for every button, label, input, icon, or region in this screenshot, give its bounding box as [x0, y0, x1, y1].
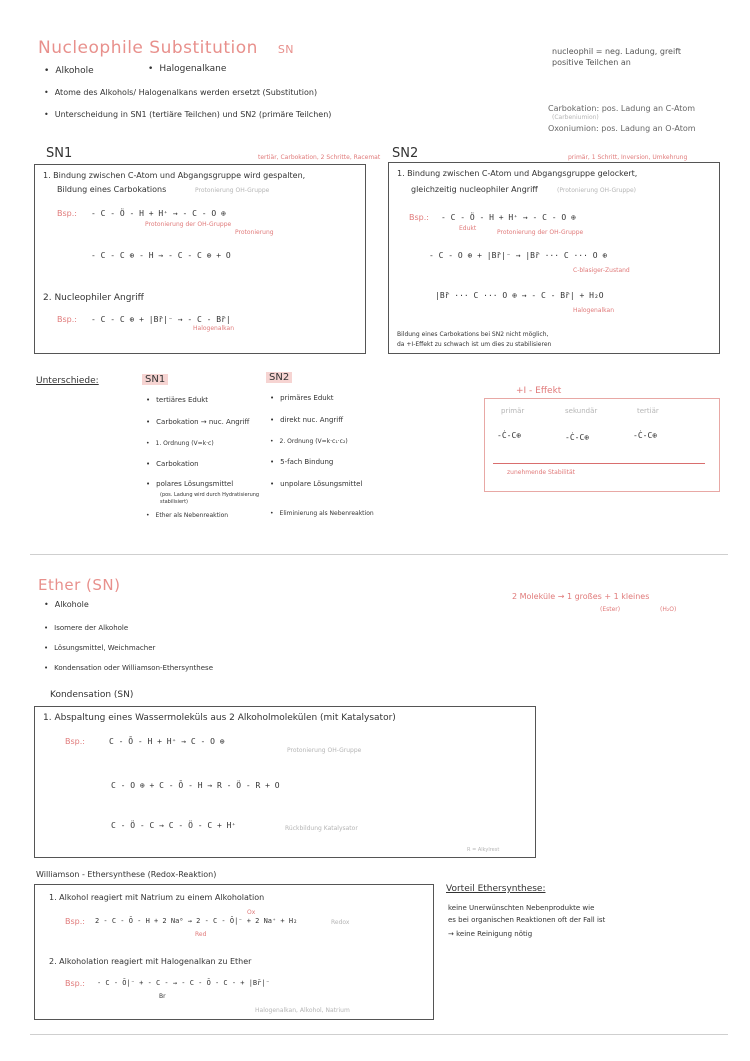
- sn1-eq2: - C - C ⊕ - H → - C - C ⊕ + O: [91, 251, 231, 260]
- unterschiede-label: Unterschiede:: [36, 376, 99, 386]
- sn2-eq1-note2: Protonierung der OH-Gruppe: [497, 229, 584, 236]
- kond-eq1: C - Ō - H + H⁺ → C - O ⊕: [109, 737, 225, 746]
- ether-side-h2o: (H₂O): [660, 606, 677, 613]
- ether-side-note: 2 Moleküle → 1 großes + 1 kleines: [512, 592, 650, 601]
- kond-eq2: C - O ⊕ + C - Ō - H → R - Ö - R + O: [111, 781, 280, 790]
- i-effekt-primaer: primär: [501, 407, 525, 415]
- sn2-eq1: - C - Ö - H + H⁺ → - C - O ⊕: [441, 213, 576, 222]
- will-eq1-red: Red: [195, 931, 207, 938]
- will-eq1-note: Redox: [331, 919, 350, 926]
- i-effekt-arrow-label: zunehmende Stabilität: [507, 469, 576, 476]
- kondensation-box: [34, 706, 536, 858]
- sn1-step1-note: Protonierung OH-Gruppe: [195, 187, 270, 194]
- vorteil-line2: es bei organischen Reaktionen oft der Fall ist: [448, 916, 606, 924]
- sn1-diff-1: • Carbokation → nuc. Angriff: [146, 418, 249, 426]
- note-nucleophil: nucleophil = neg. Ladung, greift positive Teilchen an: [552, 47, 682, 67]
- divider-2: [30, 1034, 728, 1035]
- kond-eq3-note: Rückbildung Katalysator: [285, 825, 358, 832]
- sn2-footer2: da +I-Effekt zu schwach ist um dies zu stabilisieren: [397, 341, 552, 348]
- unterschiede-sn2-head: SN2: [266, 372, 292, 383]
- sn2-step1-note: (Protonierung OH-Gruppe): [557, 187, 637, 194]
- kond-eq3: C - Ö - C → C - Ö - C + H⁺: [111, 821, 237, 830]
- note-carbeniumion: (Carbeniumion): [552, 114, 599, 121]
- vorteil-title: Vorteil Ethersynthese:: [446, 884, 546, 894]
- divider-1: [30, 554, 728, 555]
- sn1-eq3: - C - C ⊕ + |Br̄|⁻ → - C - Br̄|: [91, 315, 231, 324]
- i-effekt-box: [484, 398, 720, 492]
- sn1-diff-4: • polares Lösungsmittel: [146, 480, 233, 488]
- kond-eq1-note: Protonierung OH-Gruppe: [287, 747, 362, 754]
- title-suffix: SN: [277, 43, 295, 56]
- sn2-eq2: - C - O ⊕ + |Br̄|⁻ → |Br̄ ··· C ··· O ⊕: [429, 251, 608, 260]
- bullet-halogenalkane: • Halogenalkane: [148, 64, 226, 74]
- sn1-step1: 1. Bindung zwischen C-Atom und Abgangsgruppe wird gespalten,: [43, 171, 306, 180]
- sn2-footer1: Bildung eines Carbokations bei SN2 nicht möglich,: [397, 331, 549, 338]
- bullet-unterscheidung: • Unterscheidung in SN1 (tertiäre Teilchen) und SN2 (primäre Teilchen): [44, 110, 331, 119]
- will-eq1-ox: Ox: [247, 909, 256, 916]
- ether-side-ester: (Ester): [600, 606, 621, 613]
- sn1-diff-0: • tertiäres Edukt: [146, 396, 208, 404]
- kond-step: 1. Abspaltung eines Wassermoleküls aus 2 Alkoholmolekülen (mit Katalysator): [43, 713, 396, 723]
- bullet-alkohole: • Alkohole: [44, 66, 94, 76]
- ether-bullet-3: • Kondensation oder Williamson-Ethersynthese: [44, 664, 213, 672]
- unterschiede-sn1-head: SN1: [142, 374, 168, 385]
- will-step2: 2. Alkoholation reagiert mit Halogenalkan zu Ether: [49, 957, 252, 966]
- sn1-diff-2: • 1. Ordnung (V=k·c): [146, 440, 214, 447]
- will-step1: 1. Alkohol reagiert mit Natrium zu einem Alkoholation: [49, 893, 265, 902]
- i-effekt-mol-primaer: -Ċ-C⊕: [497, 431, 522, 440]
- sn2-diff-0: • primäres Edukt: [270, 394, 334, 402]
- sn2-step1: 1. Bindung zwischen C-Atom und Abgangsgruppe gelockert,: [397, 169, 638, 178]
- sn2-eq2-note: C-blasiger-Zustand: [573, 267, 630, 274]
- sn2-label: SN2: [392, 146, 419, 161]
- sn2-eq3-note: Halogenalkan: [573, 307, 615, 314]
- ether-title: Ether (SN): [38, 576, 121, 594]
- i-effekt-mol-sekundaer: -Ċ-C⊕: [565, 433, 590, 442]
- sn1-diff-5: • Ether als Nebenreaktion: [146, 512, 228, 519]
- vorteil-line1: keine Unerwünschten Nebenprodukte wie: [448, 904, 595, 912]
- ether-bullet-2: • Lösungsmittel, Weichmacher: [44, 644, 155, 652]
- i-effekt-sekundaer: sekundär: [565, 407, 598, 415]
- kond-footnote: R = Alkylrest: [467, 847, 500, 853]
- sn1-bsp2: Bsp.:: [57, 315, 77, 324]
- sn2-diff-1: • direkt nuc. Angriff: [270, 416, 343, 424]
- sn2-diff-5: • Eliminierung als Nebenreaktion: [270, 510, 374, 517]
- will-bsp1: Bsp.:: [65, 917, 85, 926]
- sn1-diff-3: • Carbokation: [146, 460, 199, 468]
- sn1-tag: tertiär, Carbokation, 2 Schritte, Racemat: [258, 154, 381, 161]
- sn1-bsp: Bsp.:: [57, 209, 77, 218]
- sn1-label: SN1: [46, 146, 73, 161]
- sn2-diff-4: • unpolare Lösungsmittel: [270, 480, 362, 488]
- sn2-eq1-note1: Edukt: [459, 225, 477, 232]
- will-eq2: - C - Ō|⁻ + - C - → - C - Ō - C - + |Br̄|⁻: [97, 979, 270, 987]
- sn1-eq1-note1: Protonierung der OH-Gruppe: [145, 221, 232, 228]
- ether-bullet-1: • Isomere der Alkohole: [44, 624, 128, 632]
- sn2-step1b: gleichzeitig nucleophiler Angriff: [411, 185, 538, 194]
- sn2-diff-2: • 2. Ordnung (V=k·c₁·c₂): [270, 438, 348, 445]
- bullet-atome: • Atome des Alkohols/ Halogenalkans werden ersetzt (Substitution): [44, 88, 317, 97]
- kondensation-title: Kondensation (SN): [50, 690, 134, 700]
- sn1-eq1: - C - Ö - H + H⁺ → - C - O ⊕: [91, 209, 226, 218]
- sn1-step1b: Bildung eines Carbokations: [57, 185, 167, 194]
- i-effekt-title: +I - Effekt: [516, 386, 562, 396]
- page-title: Nucleophile Substitution SN: [38, 38, 295, 58]
- sn1-step2: 2. Nucleophiler Angriff: [43, 293, 144, 303]
- note-carbokation: Carbokation: pos. Ladung an C-Atom: [548, 104, 696, 113]
- sn2-box: [388, 162, 720, 354]
- will-eq1: 2 - C - Ō - H + 2 Na⁰ → 2 - C - Ō|⁻ + 2 Na⁺ + H₂: [95, 917, 298, 925]
- sn2-bsp: Bsp.:: [409, 213, 429, 222]
- kond-bsp: Bsp.:: [65, 737, 85, 746]
- vorteil-line3: → keine Reinigung nötig: [448, 930, 533, 938]
- sn2-eq3: |Br̄ ··· C ··· O ⊕ → - C - Br̄| + H₂O: [435, 291, 604, 300]
- will-eq2-br: Br: [159, 993, 166, 1000]
- sn1-box: [34, 164, 366, 354]
- sn1-eq1-note2: Protonierung: [235, 229, 274, 236]
- williamson-title: Williamson - Ethersynthese (Redox-Reaktion): [36, 870, 217, 879]
- i-effekt-mol-tertiaer: -Ċ-C⊕: [633, 431, 658, 440]
- williamson-box: [34, 884, 434, 1020]
- i-effekt-arrow: [493, 463, 705, 464]
- will-eq2-note: Halogenalkan, Alkohol, Natrium: [255, 1007, 350, 1014]
- will-bsp2: Bsp.:: [65, 979, 85, 988]
- sn2-diff-3: • 5-fach Bindung: [270, 458, 333, 466]
- sn2-tag: primär, 1 Schritt, Inversion, Umkehrung: [568, 154, 688, 161]
- sn1-diff-4-sub: (pos. Ladung wird durch Hydratisierung stabilisiert): [160, 492, 260, 505]
- i-effekt-tertiaer: tertiär: [637, 407, 659, 415]
- ether-bullet-0: • Alkohole: [44, 600, 89, 609]
- note-oxoniumion: Oxoniumion: pos. Ladung an O-Atom: [548, 124, 696, 133]
- sn1-eq3-note: Halogenalkan: [193, 325, 235, 332]
